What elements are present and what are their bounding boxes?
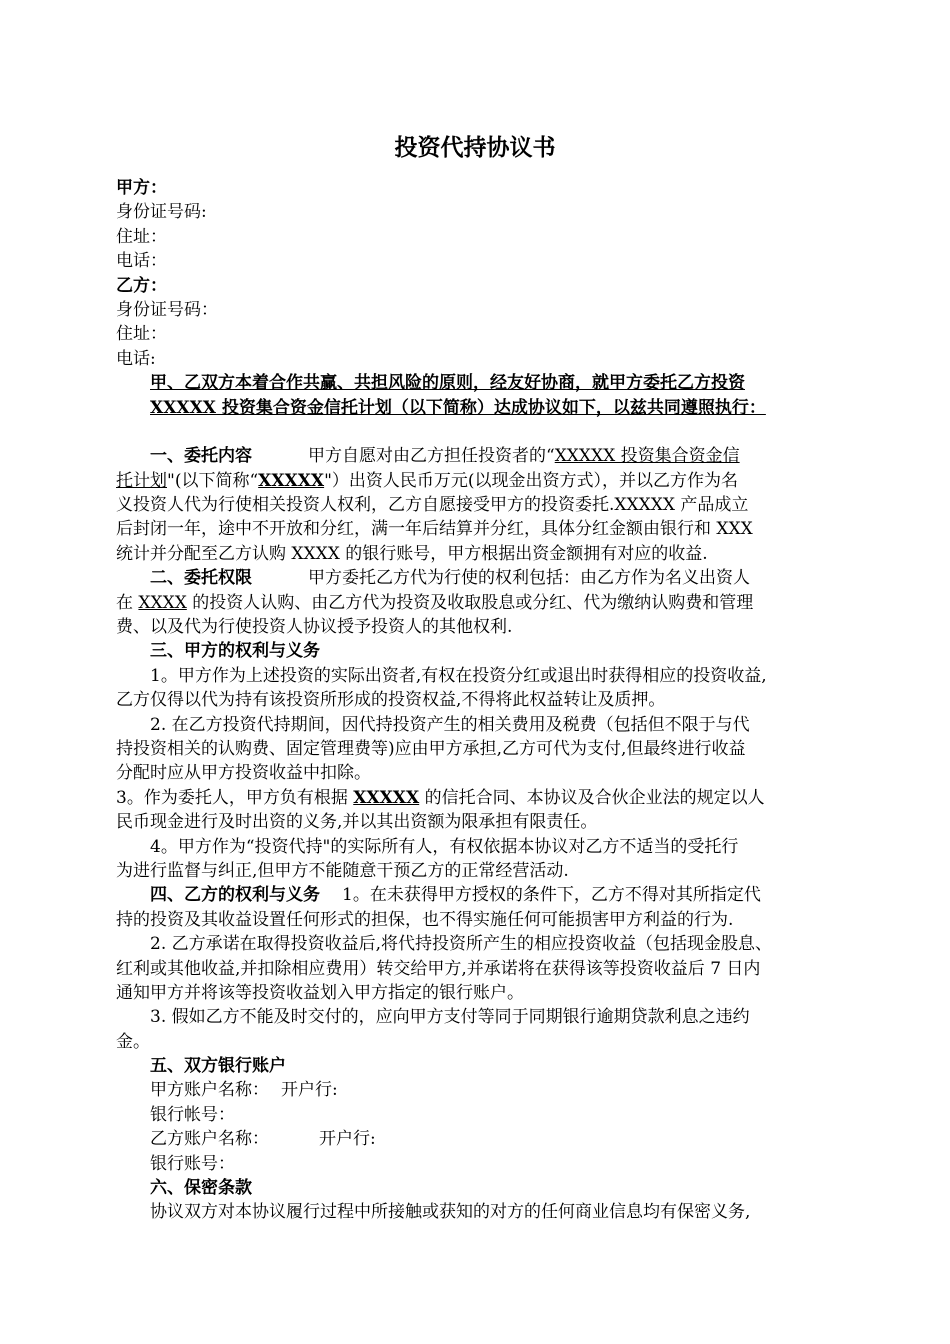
- section-4-item-3-line-1: 3. 假如乙方不能及时交付的，应向甲方支付等同于同期银行逾期贷款利息之违约: [150, 1007, 750, 1028]
- section-1-text: 甲方自愿对由乙方担任投资者的“: [308, 446, 555, 467]
- section-2-product: XXXX: [138, 592, 187, 613]
- section-3-text: 3。作为委托人，甲方负有根据: [116, 787, 354, 808]
- blank-line: [116, 420, 836, 444]
- party-b-account-name-label: 乙方账户名称：: [150, 1129, 269, 1150]
- section-1-text: "）出资人民币万元(以现金出资方式），并以乙方作为名: [324, 470, 739, 491]
- party-a-bank-line: [116, 1078, 836, 1102]
- section-6-heading: 六、保密条款: [150, 1178, 252, 1199]
- section-4-item-2-line-3: 通知甲方并将该等投资收益划入甲方指定的银行账户。: [116, 982, 524, 1003]
- section-1-line-4: 后封闭一年，途中不开放和分红，满一年后结算并分红，具体分红金额由银行和 XXX: [116, 519, 753, 540]
- section-2-line-3: 费、以及代为行使投资人协议授予投资人的其他权利.: [116, 617, 513, 638]
- section-4-first-line: [116, 883, 836, 907]
- section-3-item-3-line-2: 民币现金进行及时出资的义务,并以其出资额为限承担有限责任。: [116, 812, 598, 833]
- section-3-item-4-line-1: 4。甲方作为“投资代持"的实际所有人，有权依据本协议对乙方不适当的受托行: [150, 836, 739, 857]
- section-3-item-3-line-1: [116, 786, 836, 810]
- section-1-line-5: 统计并分配至乙方认购 XXXX 的银行账号，甲方根据出资金额拥有对应的收益.: [116, 543, 708, 564]
- party-a-label: 甲方：: [116, 178, 167, 198]
- section-2-heading: 二、委托权限: [150, 568, 252, 589]
- party-b-bank-line: [116, 1127, 836, 1151]
- section-3-item-2-line-1: 2. 在乙方投资代持期间，因代持投资产生的相关费用及税费（包括但不限于与代: [150, 714, 750, 735]
- section-3-heading: 三、甲方的权利与义务: [150, 641, 320, 662]
- party-b-bank-label: 开户行:: [319, 1129, 376, 1150]
- document-title: 投资代持协议书: [394, 134, 556, 161]
- section-3-item-2-line-3: 分配时应从甲方投资收益中扣除。: [116, 763, 371, 784]
- party-a-phone-label: 电话：: [116, 251, 167, 272]
- preamble-line-2: XXXXX 投资集合资金信托计划（以下简称）达成协议如下，以兹共同遵照执行：: [150, 397, 766, 418]
- party-b-phone-label: 电话:: [116, 348, 156, 369]
- section-6-line-1: 协议双方对本协议履行过程中所接触或获知的对方的任何商业信息均有保密义务,: [150, 1202, 751, 1223]
- section-4-item-1-line-2: 持的投资及其收益设置任何形式的担保，也不得实施任何可能损害甲方利益的行为.: [116, 909, 734, 930]
- section-2-text: 甲方委托乙方代为行使的权利包括：由乙方作为名义出资人: [308, 568, 750, 589]
- section-2-text: 的投资人认购、由乙方代为投资及收取股息或分红、代为缴纳认购费和管理: [186, 592, 754, 613]
- section-4-heading: 四、乙方的权利与义务: [150, 885, 320, 906]
- section-1-line-2: [116, 469, 836, 493]
- section-3-contract-name: XXXXX: [353, 787, 420, 808]
- section-3-item-2-line-2: 持投资相关的认购费、固定管理费等)应由甲方承担,乙方可代为支付,但最终进行收益: [116, 738, 746, 759]
- preamble-line-1: 甲、乙双方本着合作共赢、共担风险的原则，经友好协商，就甲方委托乙方投资: [150, 373, 745, 394]
- section-4-item-2-line-1: 2. 乙方承诺在取得投资收益后,将代持投资所产生的相应投资收益（包括现金股息、: [150, 934, 773, 955]
- party-b-account-no-label: 银行账号：: [150, 1153, 235, 1174]
- party-a-address-label: 住址：: [116, 226, 167, 247]
- document-body: [116, 176, 836, 1225]
- section-1-first-line: [116, 444, 836, 468]
- section-3-item-1-line-1: 1。甲方作为上述投资的实际出资者,有权在投资分红或退出时获得相应的投资收益,: [150, 665, 767, 686]
- party-b-id-label: 身份证号码：: [116, 299, 218, 320]
- party-a-account-name-label: 甲方账户名称：: [150, 1080, 269, 1101]
- section-2-first-line: [116, 566, 836, 590]
- section-2-text: 在: [116, 592, 139, 613]
- section-5-heading: 五、双方银行账户: [150, 1056, 286, 1077]
- section-1-heading: 一、委托内容: [150, 446, 252, 467]
- section-1-plan-name: XXXXX 投资集合资金信: [554, 446, 740, 467]
- section-4-text: 1。在未获得甲方授权的条件下，乙方不得对其所指定代: [342, 885, 761, 906]
- section-3-item-1-line-2: 乙方仅得以代为持有该投资所形成的投资权益,不得将此权益转让及质押。: [116, 690, 666, 711]
- section-3-text: 的信托合同、本协议及合伙企业法的规定以人: [419, 787, 765, 808]
- section-1-line-3: 义投资人代为行使相关投资人权利，乙方自愿接受甲方的投资委托.XXXXX 产品成立: [116, 495, 749, 516]
- party-b-label: 乙方：: [116, 275, 167, 296]
- section-1-short-name: XXXXX: [258, 470, 325, 491]
- section-1-text: "(以下简称“: [167, 470, 259, 491]
- section-3-item-4-line-2: 为进行监督与纠正,但甲方不能随意干预乙方的正常经营活动.: [116, 860, 569, 881]
- section-4-item-3-line-2: 金。: [116, 1031, 150, 1052]
- party-a-id-label: 身份证号码:: [116, 202, 207, 223]
- section-4-item-2-line-2: 红利或其他收益,并扣除相应费用）转交给甲方,并承诺将在获得该等投资收益后 7 日内: [116, 958, 761, 979]
- party-a-account-no-label: 银行帐号：: [150, 1104, 235, 1125]
- section-1-plan-name-cont: 托计划: [116, 470, 167, 491]
- section-2-line-2: [116, 591, 836, 615]
- party-b-address-label: 住址：: [116, 324, 167, 345]
- party-a-bank-label: 开户行:: [281, 1080, 338, 1101]
